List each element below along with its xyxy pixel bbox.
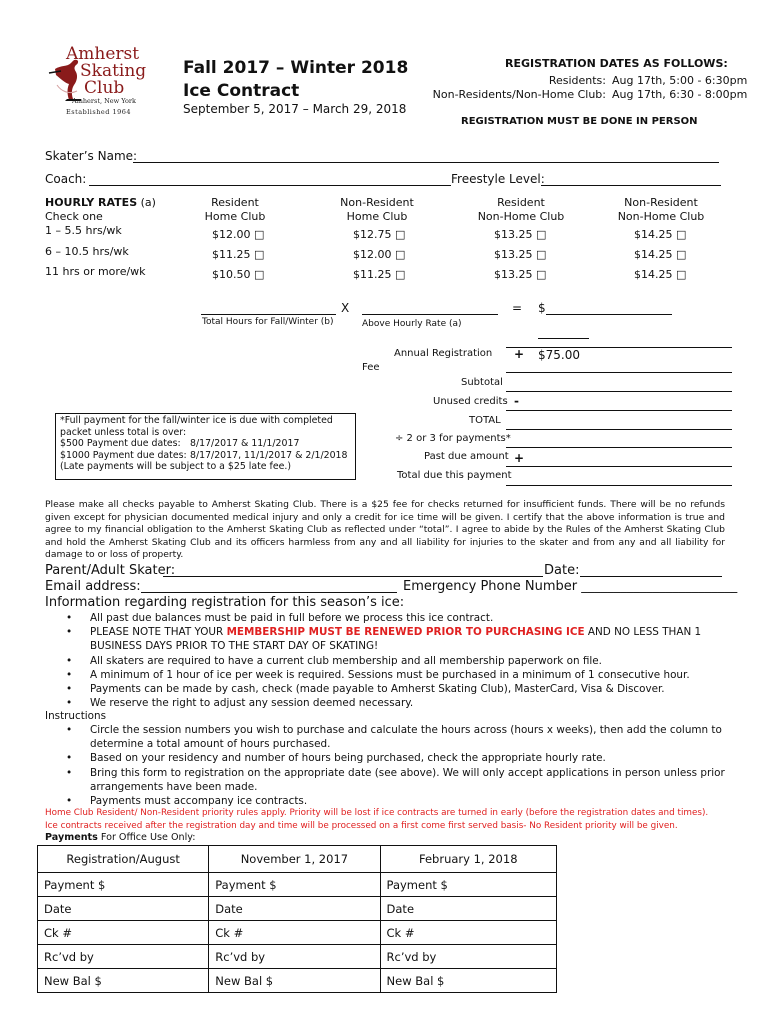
rate-row-label: 11 hrs or more/wk	[45, 265, 146, 278]
info-text: We reserve the right to adjust any session deemed necessary.	[90, 697, 414, 710]
info-bullet	[45, 682, 701, 696]
logo-established: Established 1964	[66, 108, 132, 116]
total-hours-caption: Total Hours for Fall/Winter (b)	[202, 317, 334, 327]
freestyle-level-label: Freestyle Level:	[451, 172, 545, 186]
emergency-phone-field[interactable]: ________________________	[581, 579, 738, 594]
instruction-item	[45, 751, 725, 765]
logo-city: Amherst, New York	[72, 97, 136, 105]
total-due-field[interactable]	[506, 485, 732, 486]
subtotal-line	[506, 372, 732, 373]
logo-line-club: Club	[84, 78, 125, 98]
dollar-symbol: $	[538, 301, 546, 315]
freestyle-level-field[interactable]	[541, 185, 721, 186]
table-cell[interactable]: New Bal $	[380, 969, 556, 993]
instructions-list	[45, 723, 725, 808]
annual-registration-amount: $75.00	[538, 348, 580, 362]
bullet-icon: •	[66, 795, 73, 808]
rate-option[interactable]: $12.75 □	[353, 228, 406, 241]
office-use-heading	[45, 832, 195, 843]
residents-date: Aug 17th, 5:00 - 6:30pm	[612, 74, 748, 87]
bullet-icon: •	[66, 697, 73, 710]
logo-line-skating: Skating	[80, 61, 147, 81]
bullet-icon: •	[66, 752, 73, 765]
info-heading: Information regarding registration for this season’s ice:	[45, 595, 405, 610]
logo-line-amherst: Amherst	[66, 44, 140, 64]
instruction-text: Bring this form to registration on the appropriate date (see above). We will only accept applications in person unless prior	[90, 766, 725, 779]
registration-in-person-notice: REGISTRATION MUST BE DONE IN PERSON	[461, 116, 698, 127]
rate-option[interactable]: $11.25 □	[212, 248, 265, 261]
info-bullets	[45, 611, 701, 710]
note-line: packet unless total is over:	[60, 426, 187, 438]
unused-credits-label: Unused credits	[433, 396, 508, 407]
table-header-cell: February 1, 2018	[380, 846, 556, 873]
table-row	[38, 921, 557, 945]
payments-bold: Payments	[45, 832, 98, 843]
equals-symbol: =	[512, 301, 523, 315]
table-cell[interactable]: Ck #	[380, 921, 556, 945]
table-row	[38, 969, 557, 993]
table-cell[interactable]: Rc’vd by	[38, 945, 209, 969]
bullet-icon: •	[66, 612, 73, 624]
rate-row-label: 1 – 5.5 hrs/wk	[45, 224, 122, 237]
bullet-icon: •	[66, 668, 73, 681]
instruction-text: Based on your residency and number of hours being purchased, check the appropriate hourly rate.	[90, 752, 606, 765]
parent-skater-field[interactable]	[163, 576, 543, 577]
note-500-dates: 8/17/2017 & 11/1/2017	[190, 438, 300, 449]
rate-option[interactable]: $13.25 □	[494, 268, 547, 281]
info-bullet	[45, 668, 701, 682]
table-cell[interactable]: Rc’vd by	[209, 945, 380, 969]
skater-name-field[interactable]	[133, 162, 719, 163]
col-resident-nonhome	[466, 196, 576, 224]
note-1000-dates: 8/17/2017, 11/1/2017 & 2/1/2018	[190, 449, 348, 461]
col-header-line2: Home Club	[204, 210, 266, 223]
bullet-icon: •	[66, 654, 73, 667]
contract-title-line2: Ice Contract	[183, 81, 300, 101]
past-due-plus-symbol: +	[514, 451, 525, 465]
nonresidents-date: Aug 17th, 6:30 - 8:00pm	[612, 88, 748, 101]
rate-option[interactable]: $13.25 □	[494, 228, 547, 241]
col-nonresident-home	[327, 196, 427, 224]
rate-option[interactable]: $12.00 □	[353, 248, 406, 261]
hourly-rates-heading	[45, 196, 156, 209]
emergency-phone-label	[403, 579, 737, 594]
fee-label: Fee	[362, 362, 380, 373]
info-text: AND NO LESS THAN 1	[584, 626, 702, 639]
total-label: TOTAL	[469, 415, 501, 426]
col-header-line1: Resident	[497, 196, 545, 209]
info-bullet	[45, 696, 701, 710]
table-cell[interactable]: New Bal $	[38, 969, 209, 993]
email-label: Email address:	[45, 579, 141, 594]
col-header-line2: Non-Home Club	[477, 210, 565, 223]
info-bullet	[45, 625, 701, 653]
table-header-cell: November 1, 2017	[209, 846, 380, 873]
email-field[interactable]	[141, 592, 397, 593]
hourly-rate-field[interactable]	[362, 314, 498, 315]
rate-option[interactable]: $14.25 □	[634, 268, 687, 281]
note-500-label: $500 Payment due dates:	[60, 438, 181, 449]
total-field[interactable]	[506, 429, 732, 430]
emergency-phone-text: Emergency Phone Number	[403, 579, 578, 594]
hourly-rates-title: HOURLY RATES	[45, 196, 138, 209]
date-field[interactable]	[580, 576, 722, 577]
note-1000-label: $1000 Payment due dates:	[60, 449, 187, 461]
rate-option[interactable]: $11.25 □	[353, 268, 406, 281]
table-cell[interactable]: Ck #	[38, 921, 209, 945]
instruction-text: determine a total amount of hours purchased.	[90, 738, 331, 751]
subtotal-label: Subtotal	[461, 377, 503, 388]
date-label: Date:	[544, 563, 580, 578]
bullet-icon: •	[66, 626, 73, 639]
office-use-text: For Office Use Only:	[97, 832, 196, 843]
membership-warning: MEMBERSHIP MUST BE RENEWED PRIOR TO PURCHASING ICE	[226, 626, 585, 639]
residents-label: Residents:	[548, 74, 606, 87]
info-text: A minimum of 1 hour of ice per week is required. Sessions must be purchased in a minimum of 1 consecutive hour.	[90, 668, 690, 681]
payment-due-note	[55, 413, 356, 480]
past-due-field[interactable]	[506, 466, 732, 467]
ice-cost-underline	[538, 338, 589, 339]
table-cell[interactable]: Payment $	[380, 873, 556, 897]
nonresidents-label: Non-Residents/Non-Home Club:	[432, 88, 606, 101]
table-cell[interactable]: Date	[38, 897, 209, 921]
instruction-item	[45, 766, 725, 794]
instruction-item	[45, 723, 725, 751]
table-header-cell: Registration/August	[38, 846, 209, 873]
contract-date-range: September 5, 2017 – March 29, 2018	[183, 102, 407, 116]
info-text: Payments can be made by cash, check (made payable to Amherst Skating Club), MasterCard, Visa & Discover.	[90, 683, 665, 696]
table-row	[38, 945, 557, 969]
note-line: (Late payments will be subject to a $25 late fee.)	[60, 461, 292, 472]
table-cell[interactable]: Date	[209, 897, 380, 921]
rate-option[interactable]: $14.25 □	[634, 248, 687, 261]
col-nonresident-nonhome	[606, 196, 716, 224]
col-header-line2: Home Club	[346, 210, 408, 223]
rate-option[interactable]: $12.00 □	[212, 228, 265, 241]
multiply-symbol: X	[341, 301, 350, 315]
instruction-text: Payments must accompany ice contracts.	[90, 795, 308, 808]
annual-registration-label: Annual Registration	[394, 348, 493, 359]
divided-payment-field[interactable]	[506, 447, 732, 448]
info-text: All skaters are required to have a current club membership and all membership paperwork on file.	[90, 654, 602, 667]
past-due-label: Past due amount	[424, 451, 509, 462]
divide-payments-label: ÷ 2 or 3 for payments*	[395, 433, 511, 444]
unused-credits-field[interactable]	[506, 410, 732, 411]
total-hours-field[interactable]	[201, 314, 336, 315]
info-text: PLEASE NOTE THAT YOUR	[90, 626, 227, 639]
instruction-text: Circle the session numbers you wish to purchase and calculate the hours across (hours x weeks), then add the column to	[90, 724, 722, 736]
rate-option[interactable]: $14.25 □	[634, 228, 687, 241]
priority-line: Ice contracts received after the registration day and time will be processed on a first come first served basis- No Resident priority will be given.	[45, 821, 678, 831]
office-use-table	[37, 845, 557, 993]
contract-title-line1: Fall 2017 – Winter 2018	[183, 58, 409, 78]
info-bullet	[45, 654, 701, 668]
total-due-label: Total due this payment	[397, 470, 512, 481]
parent-skater-label: Parent/Adult Skater:	[45, 563, 176, 578]
coach-field[interactable]	[89, 185, 451, 186]
instruction-item	[45, 794, 725, 808]
table-row	[38, 873, 557, 897]
policy-paragraph: Please make all checks payable to Amherst Skating Club. There is a $25 fee for checks returned for insufficient funds. There will be no refunds given except for physician documented medical injury and only a credit for ice time will be given. I certify that the above information is true and agree to my financial obligation to the Amherst Skating Club as reflected under “total”. I agree to abide by the Rules of the Amherst Skating Club and hold the Amherst Skating Club and its officers harmless from any and all liability for injuries to the skater and from any and all liability for damage to or loss of property.	[45, 499, 725, 561]
info-text: All past due balances must be paid in full before we process this ice contract.	[90, 612, 494, 624]
check-one-label: Check one	[45, 210, 103, 223]
table-header-row	[38, 846, 557, 873]
bullet-icon: •	[66, 683, 73, 696]
table-cell[interactable]: Date	[380, 897, 556, 921]
instruction-text: arrangements have been made.	[90, 780, 258, 793]
bullet-icon: •	[66, 724, 73, 736]
table-row	[38, 897, 557, 921]
col-header-line1: Non-Resident	[624, 196, 698, 209]
table-cell[interactable]: Ck #	[209, 921, 380, 945]
note-line: *Full payment for the fall/winter ice is due with completed	[60, 415, 333, 426]
unused-minus-symbol: -	[514, 394, 519, 408]
above-rate-caption: Above Hourly Rate (a)	[362, 319, 462, 329]
annual-plus-symbol: +	[514, 347, 525, 361]
rate-option[interactable]: $10.50 □	[212, 268, 265, 281]
info-bullet	[45, 611, 701, 625]
rate-option[interactable]: $13.25 □	[494, 248, 547, 261]
table-cell[interactable]: Payment $	[38, 873, 209, 897]
table-cell[interactable]: Payment $	[209, 873, 380, 897]
ice-cost-field[interactable]	[546, 314, 672, 315]
skater-name-label: Skater’s Name:	[45, 149, 138, 163]
instructions-heading: Instructions	[45, 710, 107, 722]
priority-line: Home Club Resident/ Non-Resident priority rules apply. Priority will be lost if ice contracts are turned in early (before the registration dates and times).	[45, 808, 709, 818]
hourly-rates-suffix: (a)	[140, 196, 156, 209]
registration-dates-heading: REGISTRATION DATES AS FOLLOWS:	[505, 57, 728, 70]
bullet-icon: •	[66, 766, 73, 779]
col-resident-home	[190, 196, 280, 224]
col-header-line1: Non-Resident	[340, 196, 414, 209]
table-cell[interactable]: New Bal $	[209, 969, 380, 993]
coach-label: Coach:	[45, 172, 87, 186]
table-cell[interactable]: Rc’vd by	[380, 945, 556, 969]
col-header-line2: Non-Home Club	[617, 210, 705, 223]
subtotal-field[interactable]	[506, 391, 732, 392]
col-header-line1: Resident	[211, 196, 259, 209]
info-text: BUSINESS DAYS PRIOR TO THE START DAY OF SKATING!	[90, 640, 379, 653]
rate-row-label: 6 – 10.5 hrs/wk	[45, 245, 129, 258]
